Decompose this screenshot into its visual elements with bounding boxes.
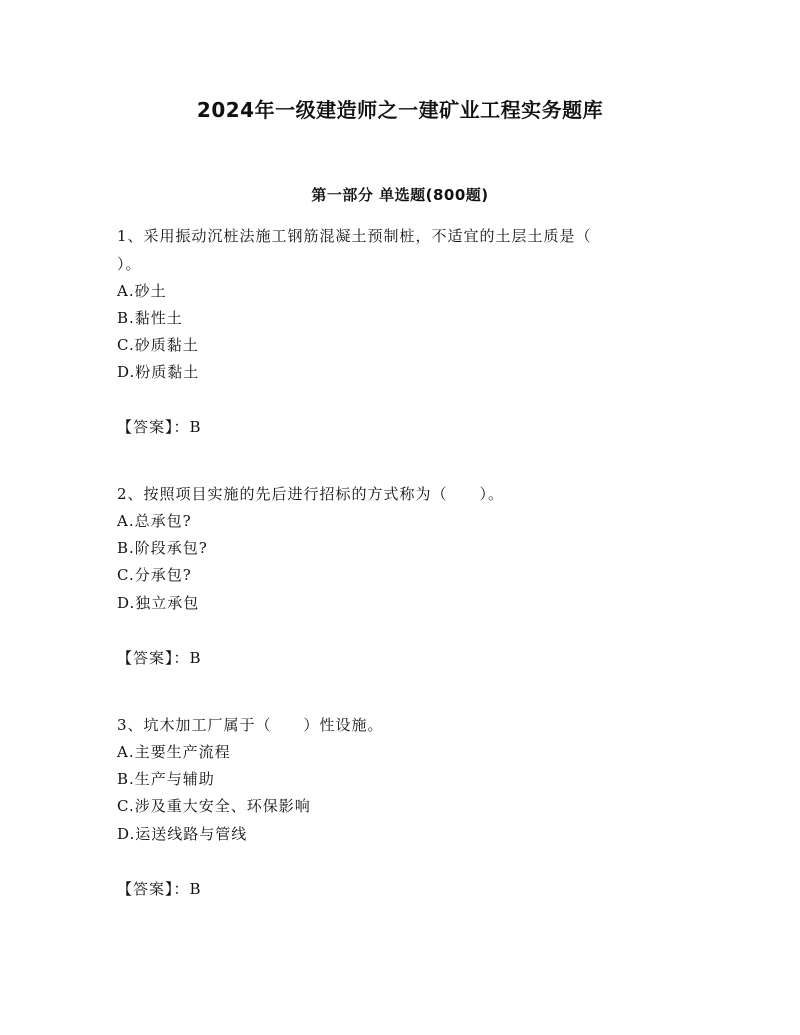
- answer-line: 【答案】：B: [117, 649, 202, 667]
- answer-line: 【答案】：B: [117, 880, 202, 898]
- section-title: 第一部分 单选题(800题): [311, 186, 489, 204]
- option-a: A.总承包?: [117, 512, 192, 530]
- question-stem-continued: ）。: [117, 255, 142, 273]
- option-c: C.分承包?: [117, 566, 192, 584]
- option-c: C.砂质黏土: [117, 336, 199, 354]
- answer-line: 【答案】：B: [117, 418, 202, 436]
- document-title: 2024年一级建造师之一建矿业工程实务题库: [196, 98, 604, 122]
- question-stem: 1、采用振动沉桩法施工钢筋混凝土预制桩，不适宜的土层土质是（: [117, 227, 592, 245]
- option-b: B.黏性土: [117, 309, 183, 327]
- option-a: A.主要生产流程: [117, 743, 231, 761]
- option-a: A.砂土: [117, 282, 167, 300]
- option-d: D.独立承包: [117, 594, 200, 612]
- option-d: D.粉质黏土: [117, 363, 200, 381]
- option-c: C.涉及重大安全、环保影响: [117, 797, 311, 815]
- question-stem: 3、坑木加工厂属于（ ）性设施。: [117, 716, 384, 734]
- option-d: D.运送线路与管线: [117, 825, 248, 843]
- question-stem: 2、按照项目实施的先后进行招标的方式称为（ ）。: [117, 485, 505, 503]
- option-b: B.生产与辅助: [117, 770, 215, 788]
- option-b: B.阶段承包?: [117, 539, 208, 557]
